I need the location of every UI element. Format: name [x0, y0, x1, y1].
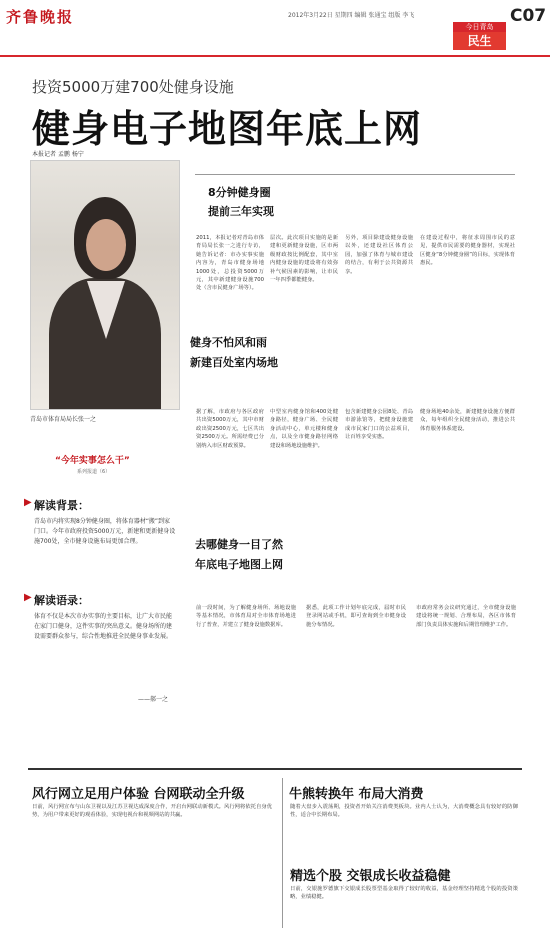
sidebar-text-quotes: 体育不仅是本次市办实事的主要目标，让广大市民能在家门口健身，这件实事的突出意义。健身场所的建设需要群众参与，综合性地推进全民健身事业发展。 [34, 613, 173, 640]
photo-figure-face [86, 219, 126, 271]
subheading-2-line1: 健身不怕风和雨 [190, 336, 267, 349]
subheading-rule [195, 174, 515, 175]
body-column: 前一段时间，为了解健身场所、场地设施等基本情况，市体育局对全市体育场地进行了普查，并建立了健身设施数据库。 [196, 605, 296, 628]
body-column: 据悉，此项工作计划年底完成，届时市民登录网站或手机，即可查询到全市健身设施分布情况。 [306, 605, 406, 628]
triangle-bullet-icon: ▶ [24, 592, 32, 603]
sidebar-series: 系列报道（6） [77, 469, 111, 475]
bottom-story-1-title: 风行网立足用户体验 台网联动全升级 [32, 787, 245, 802]
bottom-story-3-title: 精选个股 交银成长收益稳健 [290, 869, 451, 884]
body-column: 层次。此次项目实施的是新建和更新健身设施，区市两级财政按比例配套，其中室内健身设施的建设将有效弥补气候因素的影响，让市民一年四季都能健身。 [270, 235, 338, 284]
bottom-divider [28, 768, 522, 770]
section-badge [453, 22, 506, 50]
dateline: 2012年3月22日 星期四 编辑 张通宝 组版 李飞 [288, 12, 415, 19]
bottom-story-2-title: 牛熊转换年 布局大消费 [289, 787, 424, 802]
body-column: 中型室内健身馆和400处健身路径，健身广场、全民健身活动中心，单元楼和健身点，以及全市健身路径网络建设和场地设施维护。 [270, 409, 338, 449]
triangle-bullet-icon: ▶ [24, 497, 32, 508]
sidebar-text-background: 青岛市内将实现8分钟健身圈，将体育器材“搬”到家门口。今年市政府投资5000万元，新建和更新健身设施700处，全市健身设施布局更加合理。 [34, 518, 176, 545]
sidebar-title: “今年实事怎么干” [55, 456, 130, 466]
masthead [0, 0, 550, 58]
sidebar-signature: ——郝一之 [138, 696, 169, 703]
bottom-story-3-text: 日前，交银施罗德旗下交银成长股票型基金取得了较好的收益，基金经理坚持精选个股的投资策略，业绩稳健。 [290, 886, 518, 901]
bottom-story-2-text: 随着大盘步入震荡期，投资者开始关注消费类板块。业内人士认为，大消费概念具有较好的防御性，适合中长期布局。 [290, 804, 518, 819]
article-byline: 本报记者 孟鹏 杨宁 [32, 151, 84, 158]
subheading-3 [195, 535, 283, 575]
newspaper-logo: 齐鲁晚报 [6, 8, 75, 26]
section-main: 民生 [453, 32, 506, 50]
body-column: 在建设过程中，将征求周围市民的意见，提供市民需要的健身器材，实现社区健身“8分钟健身圈”的目标，实现体育惠民。 [420, 235, 515, 267]
subheading-3-line1: 去哪健身一目了然 [195, 538, 283, 551]
sidebar-heading-quotes: 解读语录： [34, 594, 89, 607]
subheading-2 [190, 333, 278, 373]
body-column: 另外，项目除建设健身设施以外，还建设社区体育公园，加强了体育与城市建设的结合，有利于公共资源共享。 [345, 235, 413, 275]
article-kicker: 投资5000万建700处健身设施 [32, 78, 234, 96]
photo-caption: 青岛市体育局局长张一之 [30, 416, 97, 423]
sidebar-heading-background: 解读背景： [34, 499, 89, 512]
section-top: 今日青岛 [453, 22, 506, 32]
body-column: 据了解，市政府与各区政府共出资5000万元，其中市财政出资2500万元，七区共出资2500万元。所需经费已分别纳入市区财政预算。 [196, 409, 264, 449]
subheading-1-line2: 提前三年实现 [208, 205, 274, 218]
bottom-story-1-text: 日前，风行网宣布与山东卫视以及江苏卫视达成深度合作，开启台网联动新模式。风行网将依托自身优势，为用户带来更好的观看体验，实现电视台和视频网站的共赢。 [32, 804, 272, 819]
subheading-1 [208, 183, 274, 221]
subheading-3-line2: 年底电子地图上网 [195, 558, 283, 571]
portrait-photo [30, 160, 180, 410]
page-number: C07 [510, 6, 547, 26]
subheading-1-line1: 8分钟健身圈 [208, 186, 271, 199]
top-rule [0, 55, 550, 57]
subheading-2-line2: 新建百处室内场地 [190, 356, 278, 369]
body-column: 健身场地40余处，新建健身设施方便群众，每年组织全民健身活动，推进公共体育服务体系建设。 [420, 409, 515, 432]
body-column: 2011，本报记者对青岛市体育局局长张一之进行专访，她告诉记者：市办实事实施内容为，青岛市健身场地1000处，总投资5000万元，其中新建健身设施700处（含市民健身广场等）。 [196, 235, 264, 292]
article-headline: 健身电子地图年底上网 [32, 107, 423, 151]
body-column: 包含新建健身公园8处、青岛市游泳馆等，把健身设施建成市民家门口的公益项目，让百姓享受实惠。 [345, 409, 413, 441]
body-column: 市政府常务会议研究通过，全市健身设施建设将统一规划、合理布局，各区市体育部门负责具体实施和后期管理维护工作。 [416, 605, 516, 628]
column-rule [282, 778, 283, 928]
